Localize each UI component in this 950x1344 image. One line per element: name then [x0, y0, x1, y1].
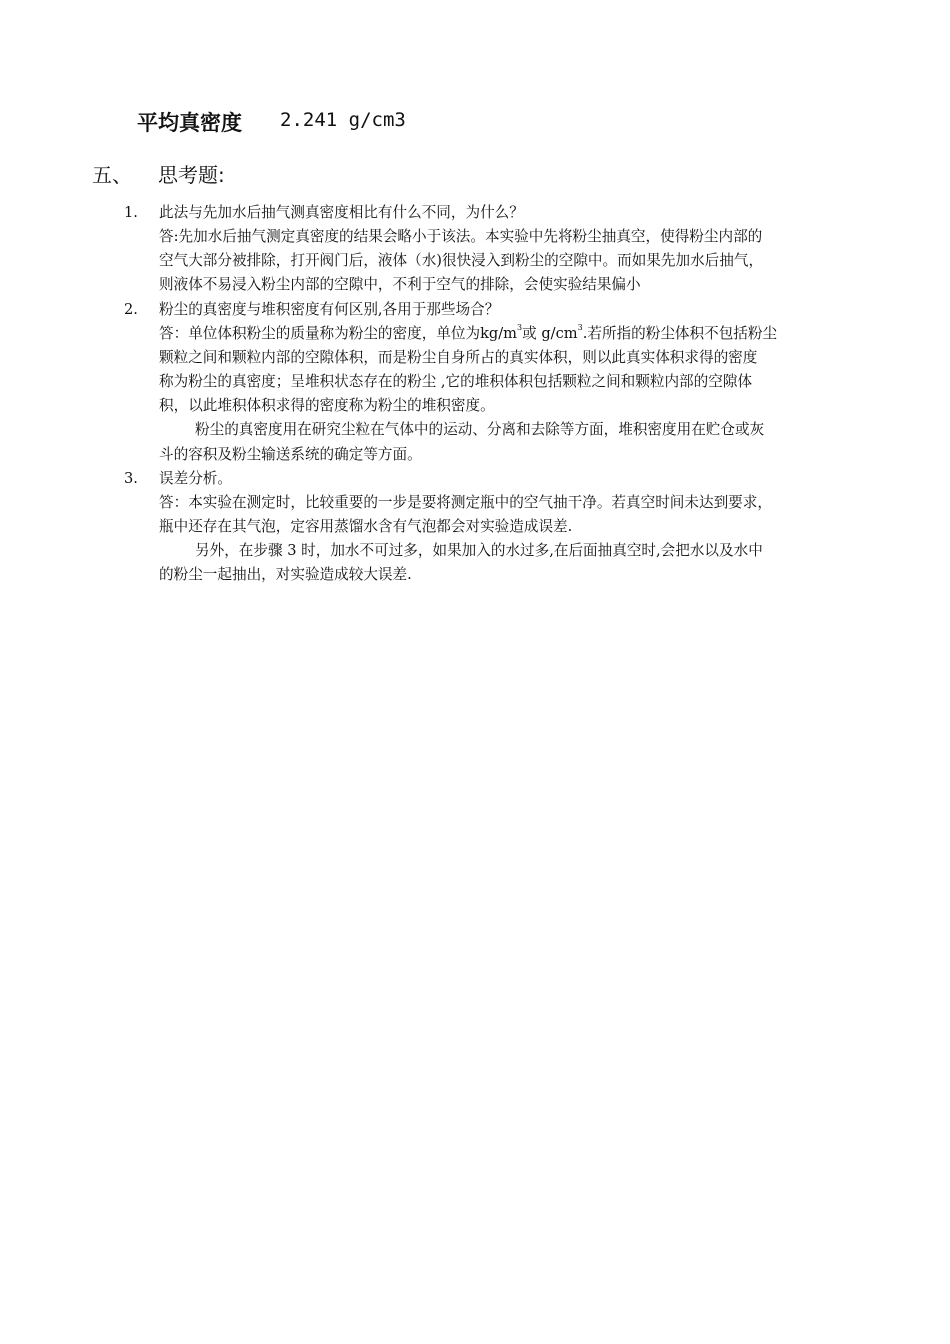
answer-line: 空气大部分被排除，打开阀门后，液体（水)很快浸入到粉尘的空隙中。而如果先加水后抽气，	[159, 252, 764, 270]
section-title: 思考题:	[158, 163, 225, 187]
question-text: 误差分析。	[159, 469, 232, 487]
superscript: 3	[577, 322, 583, 332]
question-list	[100, 201, 870, 588]
answer-line: 另外，在步骤 3 时，加水不可过多，如果加入的水过多,在后面抽真空时,会把水以及水中	[195, 542, 763, 560]
answer-block	[159, 322, 870, 467]
answer-line: 则液体不易浸入粉尘内部的空隙中，不利于空气的排除，会使实验结果偏小	[159, 276, 641, 294]
answer-block	[159, 225, 870, 298]
question-text: 此法与先加水后抽气测真密度相比有什么不同，为什么？	[159, 204, 524, 221]
average-true-density-value: 2.241 g/cm3	[280, 109, 406, 131]
section-heading	[92, 159, 225, 188]
question-number: 3.	[124, 469, 138, 487]
answer-block	[159, 491, 870, 588]
superscript: 3	[517, 322, 523, 332]
question-item-2	[100, 298, 870, 467]
section-number: 五、	[92, 163, 132, 187]
answer-line: 颗粒之间和颗粒内部的空隙体积，而是粉尘自身所占的真实体积，则以此真实体积求得的密度	[159, 348, 758, 366]
average-true-density-label: 平均真密度	[137, 111, 242, 135]
answer-text: .若所指的粉尘体积不包括粉尘	[582, 324, 778, 342]
answer-line: 积，以此堆积体积求得的密度称为粉尘的堆积密度。	[159, 397, 495, 415]
question-number: 1.	[124, 204, 138, 221]
answer-text: 或 g/cm	[522, 324, 578, 342]
answer-line: 瓶中还存在其气泡，定容用蒸馏水含有气泡都会对实验造成误差.	[159, 518, 573, 536]
answer-line: 的粉尘一起抽出，对实验造成较大误差.	[159, 566, 412, 584]
question-item-1	[100, 201, 870, 298]
answer-text: 答：单位体积粉尘的质量称为粉尘的密度，单位为kg/m	[159, 324, 518, 342]
answer-line: 答：本实验在测定时，比较重要的一步是要将测定瓶中的空气抽干净。若真空时间未达到要求，	[159, 493, 772, 511]
answer-line: 称为粉尘的真密度；呈堆积状态存在的粉尘 ,它的堆积体积包括颗粒之间和颗粒内部的空隙体	[159, 373, 753, 391]
question-text: 粉尘的真密度与堆积密度有何区别,各用于那些场合？	[159, 300, 500, 318]
question-number: 2.	[124, 300, 138, 318]
answer-line: 斗的容积及粉尘输送系统的确定等方面。	[159, 445, 422, 463]
answer-line-with-units	[159, 322, 870, 346]
question-item-3	[100, 467, 870, 588]
answer-line: 粉尘的真密度用在研究尘粒在气体中的运动、分离和去除等方面，堆积密度用在贮仓或灰	[195, 421, 765, 439]
answer-line: 答:先加水后抽气测定真密度的结果会略小于该法。本实验中先将粉尘抽真空，使得粉尘内部的	[159, 228, 763, 245]
